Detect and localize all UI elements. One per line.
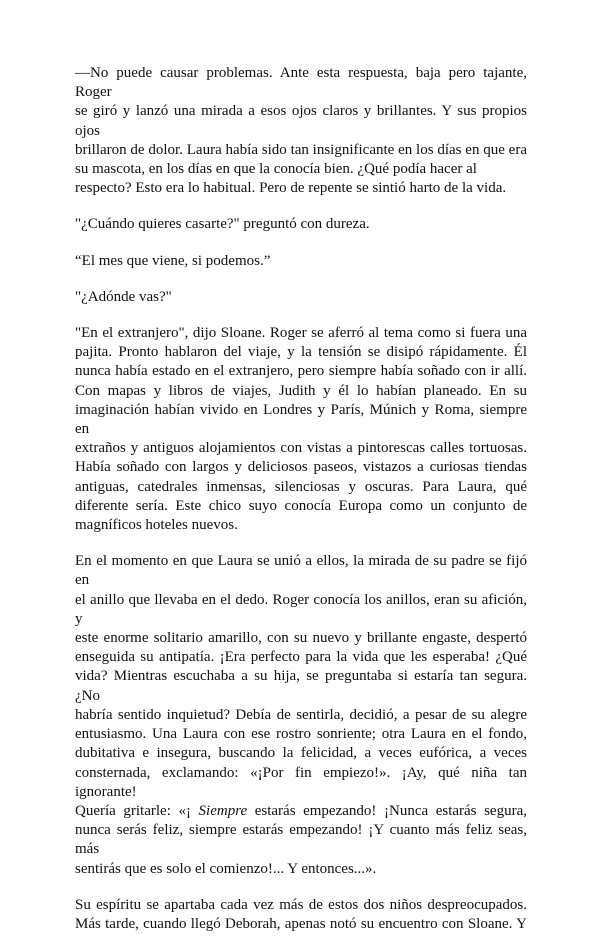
paragraph-6 bbox=[75, 552, 527, 878]
text-line: respecto? Esto era lo habitual. Pero de repente se sintió harto de la vida. bbox=[75, 180, 507, 197]
text-line: nunca serás feliz, siempre estarás empezando! ¡Y cuanto más feliz seas, más bbox=[75, 822, 527, 858]
text-line: se giró y lanzó una mirada a esos ojos claros y brillantes. Y sus propios ojos bbox=[75, 103, 527, 139]
text-line: el anillo que llevaba en el dedo. Roger conocía los anillos, eran su afición, y bbox=[75, 591, 527, 627]
text-line: diferente sería. Este chico suyo conocía Europa como un conjunto de bbox=[75, 497, 527, 514]
paragraph-4 bbox=[75, 288, 527, 307]
text-line: “El mes que viene, si podemos.” bbox=[75, 252, 271, 269]
text-line: "¿Adónde vas?" bbox=[75, 288, 172, 305]
text-line: brillaron de dolor. Laura había sido tan insignificante en los días en que era bbox=[75, 141, 527, 158]
text-line: Había soñado con largos y deliciosos paseos, vistazos a curiosas tiendas bbox=[75, 459, 527, 476]
text-line: consternada, exclamando: «¡Por fin empiezo!». ¡Ay, qué niña tan ignorante! bbox=[75, 764, 527, 800]
text-line: pajita. Pronto hablaron del viaje, y la tensión se disipó rápidamente. Él bbox=[75, 344, 527, 361]
text-line: su mascota, en los días en que la conocía bien. ¿Qué podía hacer al bbox=[75, 161, 477, 178]
text-line: "¿Cuándo quieres casarte?" preguntó con dureza. bbox=[75, 216, 370, 233]
text-line: enseguida su antipatía. ¡Era perfecto para la vida que les esperaba! ¿Qué bbox=[75, 649, 527, 666]
body-text bbox=[75, 64, 527, 951]
text-line: antiguas, catedrales inmensas, silenciosas y oscuras. Para Laura, qué bbox=[75, 478, 527, 495]
paragraph-1 bbox=[75, 64, 527, 198]
text-line: vida? Mientras escuchaba a su hija, se preguntaba si estaría tan segura. ¿No bbox=[75, 668, 527, 704]
text-line: dubitativa e insegura, buscando la felicidad, a veces eufórica, a veces bbox=[75, 745, 527, 762]
italic-emphasis: Siempre bbox=[198, 802, 248, 819]
text-line: Su espíritu se apartaba cada vez más de estos dos niños despreocupados. bbox=[75, 896, 527, 913]
paragraph-7 bbox=[75, 896, 527, 934]
paragraph-5 bbox=[75, 324, 527, 535]
paragraph-2 bbox=[75, 215, 527, 234]
text-line: Con mapas y libros de viajes, Judith y él lo habían planeado. En su bbox=[75, 382, 527, 399]
text-line: magníficos hoteles nuevos. bbox=[75, 517, 238, 534]
text-line: entusiasmo. Una Laura con ese rostro sonriente; otra Laura en el fondo, bbox=[75, 726, 527, 743]
paragraph-3 bbox=[75, 252, 527, 271]
text-line: Más tarde, cuando llegó Deborah, apenas notó su encuentro con Sloane. Y bbox=[75, 915, 527, 932]
text-fragment: estarás empezando! ¡Nunca estarás segura, bbox=[247, 802, 527, 819]
text-line: En el momento en que Laura se unió a ellos, la mirada de su padre se fijó en bbox=[75, 553, 527, 589]
text-line: extraños y antiguos alojamientos con vistas a pintorescas calles tortuosas. bbox=[75, 440, 527, 457]
text-line-italic bbox=[75, 802, 527, 821]
text-line: imaginación habían vivido en Londres y París, Múnich y Roma, siempre en bbox=[75, 401, 527, 438]
text-line: sentirás que es solo el comienzo!... Y entonces...». bbox=[75, 860, 377, 877]
text-line: nunca había estado en el extranjero, pero siempre había soñado con ir allí. bbox=[75, 363, 527, 380]
text-line: —No puede causar problemas. Ante esta respuesta, baja pero tajante, Roger bbox=[75, 65, 527, 101]
text-line: "En el extranjero", dijo Sloane. Roger se aferró al tema como si fuera una bbox=[75, 325, 527, 342]
text-line: habría sentido inquietud? Debía de sentirla, decidió, a pesar de su alegre bbox=[75, 706, 527, 723]
text-fragment: Quería gritarle: «¡ bbox=[75, 802, 199, 819]
text-line: este enorme solitario amarillo, con su nuevo y brillante engaste, despertó bbox=[75, 630, 527, 647]
